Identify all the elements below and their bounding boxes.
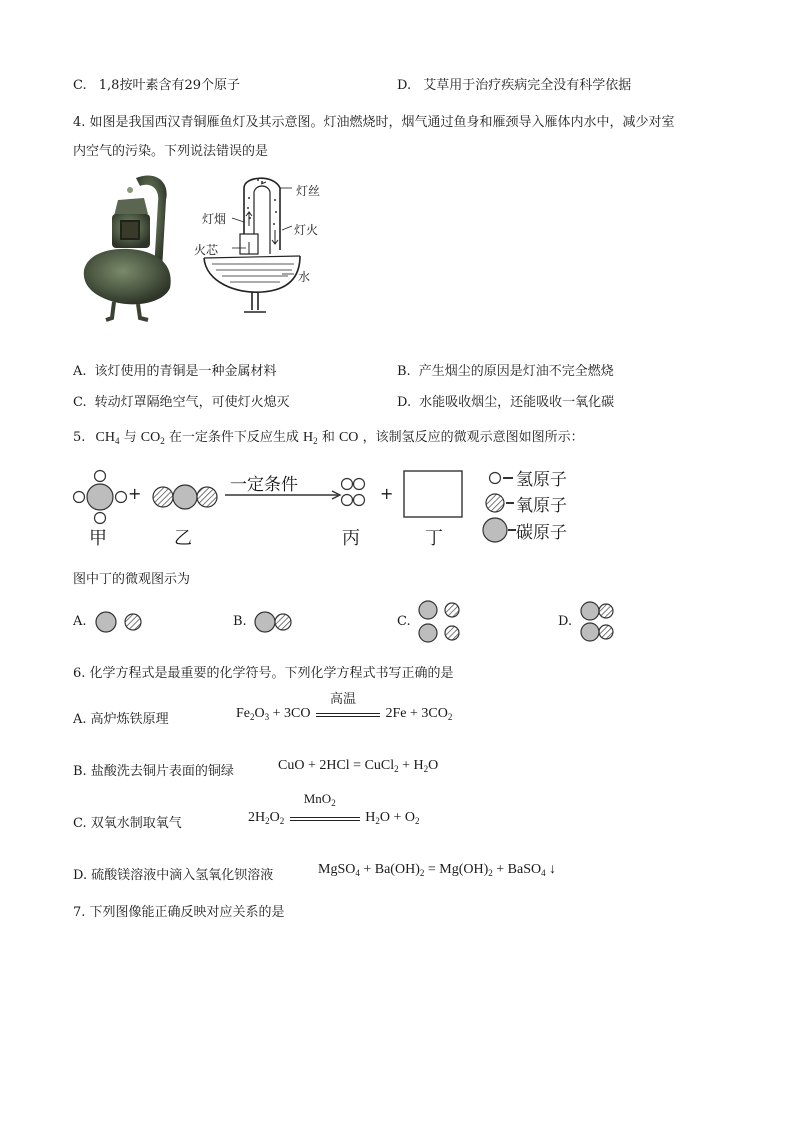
- name-yi: 乙: [174, 528, 192, 549]
- molecule-h2: [342, 479, 365, 506]
- q5-choice-a-label: A.: [73, 614, 87, 629]
- q6-stem: 6. 化学方程式是最重要的化学符号。下列化学方程式书写正确的是: [73, 666, 454, 681]
- q6-option-c-equation: $2H_2O_2$ MnO$_2$ $H_2O + O_2$: [248, 790, 420, 826]
- q3-option-d: D. 艾草用于治疗疾病完全没有科学依据: [397, 78, 632, 93]
- q6-option-a-label: A. 高炉炼铁原理: [73, 712, 169, 727]
- choice-d-graphic: [581, 602, 613, 641]
- q5-choice-d-label: D.: [558, 614, 573, 629]
- name-jia: 甲: [89, 528, 107, 549]
- choice-b-graphic: [255, 612, 291, 632]
- q4-option-c: C. 转动灯罩隔绝空气，可使灯火熄灭: [73, 395, 290, 410]
- name-bing: 丙: [342, 528, 360, 549]
- molecule-ch4: [74, 471, 127, 524]
- plus-2: +: [380, 484, 394, 503]
- q5-choice-b-label: B.: [233, 614, 247, 629]
- q7-stem: 7. 下列图像能正确反映对应关系的是: [73, 905, 285, 920]
- q4-stem-line2: 内空气的污染。下列说法错误的是: [73, 144, 269, 159]
- q5-choice-graphics: [92, 598, 652, 646]
- choice-c-graphic: [419, 601, 459, 642]
- plus-1: +: [128, 484, 142, 503]
- legend-carbon: 碳原子: [516, 523, 567, 543]
- legend-oxygen: 氧原子: [516, 496, 567, 516]
- bronze-lamp-photo: [78, 170, 178, 330]
- q6-option-c-label: C. 双氧水制取氧气: [73, 816, 182, 831]
- label-flame: 灯火: [294, 223, 319, 237]
- q4-stem-line1: 4. 如图是我国西汉青铜雁鱼灯及其示意图。灯油燃烧时，烟气通过鱼身和雁颈导入雁体内水中，减少对室: [73, 115, 675, 130]
- label-wick: 灯丝: [296, 184, 321, 198]
- q6-option-b-label: B. 盐酸洗去铜片表面的铜绿: [73, 764, 234, 779]
- q5-choice-c-label: C.: [397, 614, 411, 629]
- molecule-co2: [153, 485, 217, 509]
- choice-a-graphic: [96, 612, 141, 632]
- q3-option-c: C. 1,8按叶素含有29个原子: [73, 78, 240, 93]
- q5-stem: 5. $CH_4$ 与 $CO_2$ 在一定条件下反应生成 $H_2$ 和 CO ，该制氢反应的微观示意图如图所示：: [73, 430, 584, 446]
- q4-option-b: B. 产生烟尘的原因是灯油不完全燃烧: [397, 364, 614, 379]
- molecule-ding-box: [404, 471, 462, 517]
- q6-option-d-label: D. 硫酸镁溶液中滴入氢氧化钡溶液: [73, 868, 274, 883]
- q4-option-d: D. 水能吸收烟尘，还能吸收一氧化碳: [397, 395, 615, 410]
- q6-option-b-equation: CuO + 2HCl = CuCl$_2$ + $H_2O$: [278, 758, 439, 774]
- q4-option-a: A. 该灯使用的青铜是一种金属材料: [73, 364, 277, 379]
- reaction-condition: 一定条件: [230, 475, 298, 495]
- label-water: 水: [298, 270, 311, 284]
- q6-option-d-equation: MgSO$_4$ + $Ba(OH)_2 = Mg(OH)_2$ + BaSO$_4$ ↓: [318, 862, 557, 878]
- q5-followup: 图中丁的微观图示为: [73, 572, 191, 587]
- legend-hydrogen: 氢原子: [516, 470, 567, 490]
- label-smoke: 灯烟: [202, 212, 227, 226]
- q6-option-a-equation: $Fe_2O_3 + 3CO$ 高温 $2Fe + 3CO_2$: [236, 691, 453, 722]
- name-ding: 丁: [425, 528, 443, 549]
- label-core: 火芯: [194, 243, 219, 257]
